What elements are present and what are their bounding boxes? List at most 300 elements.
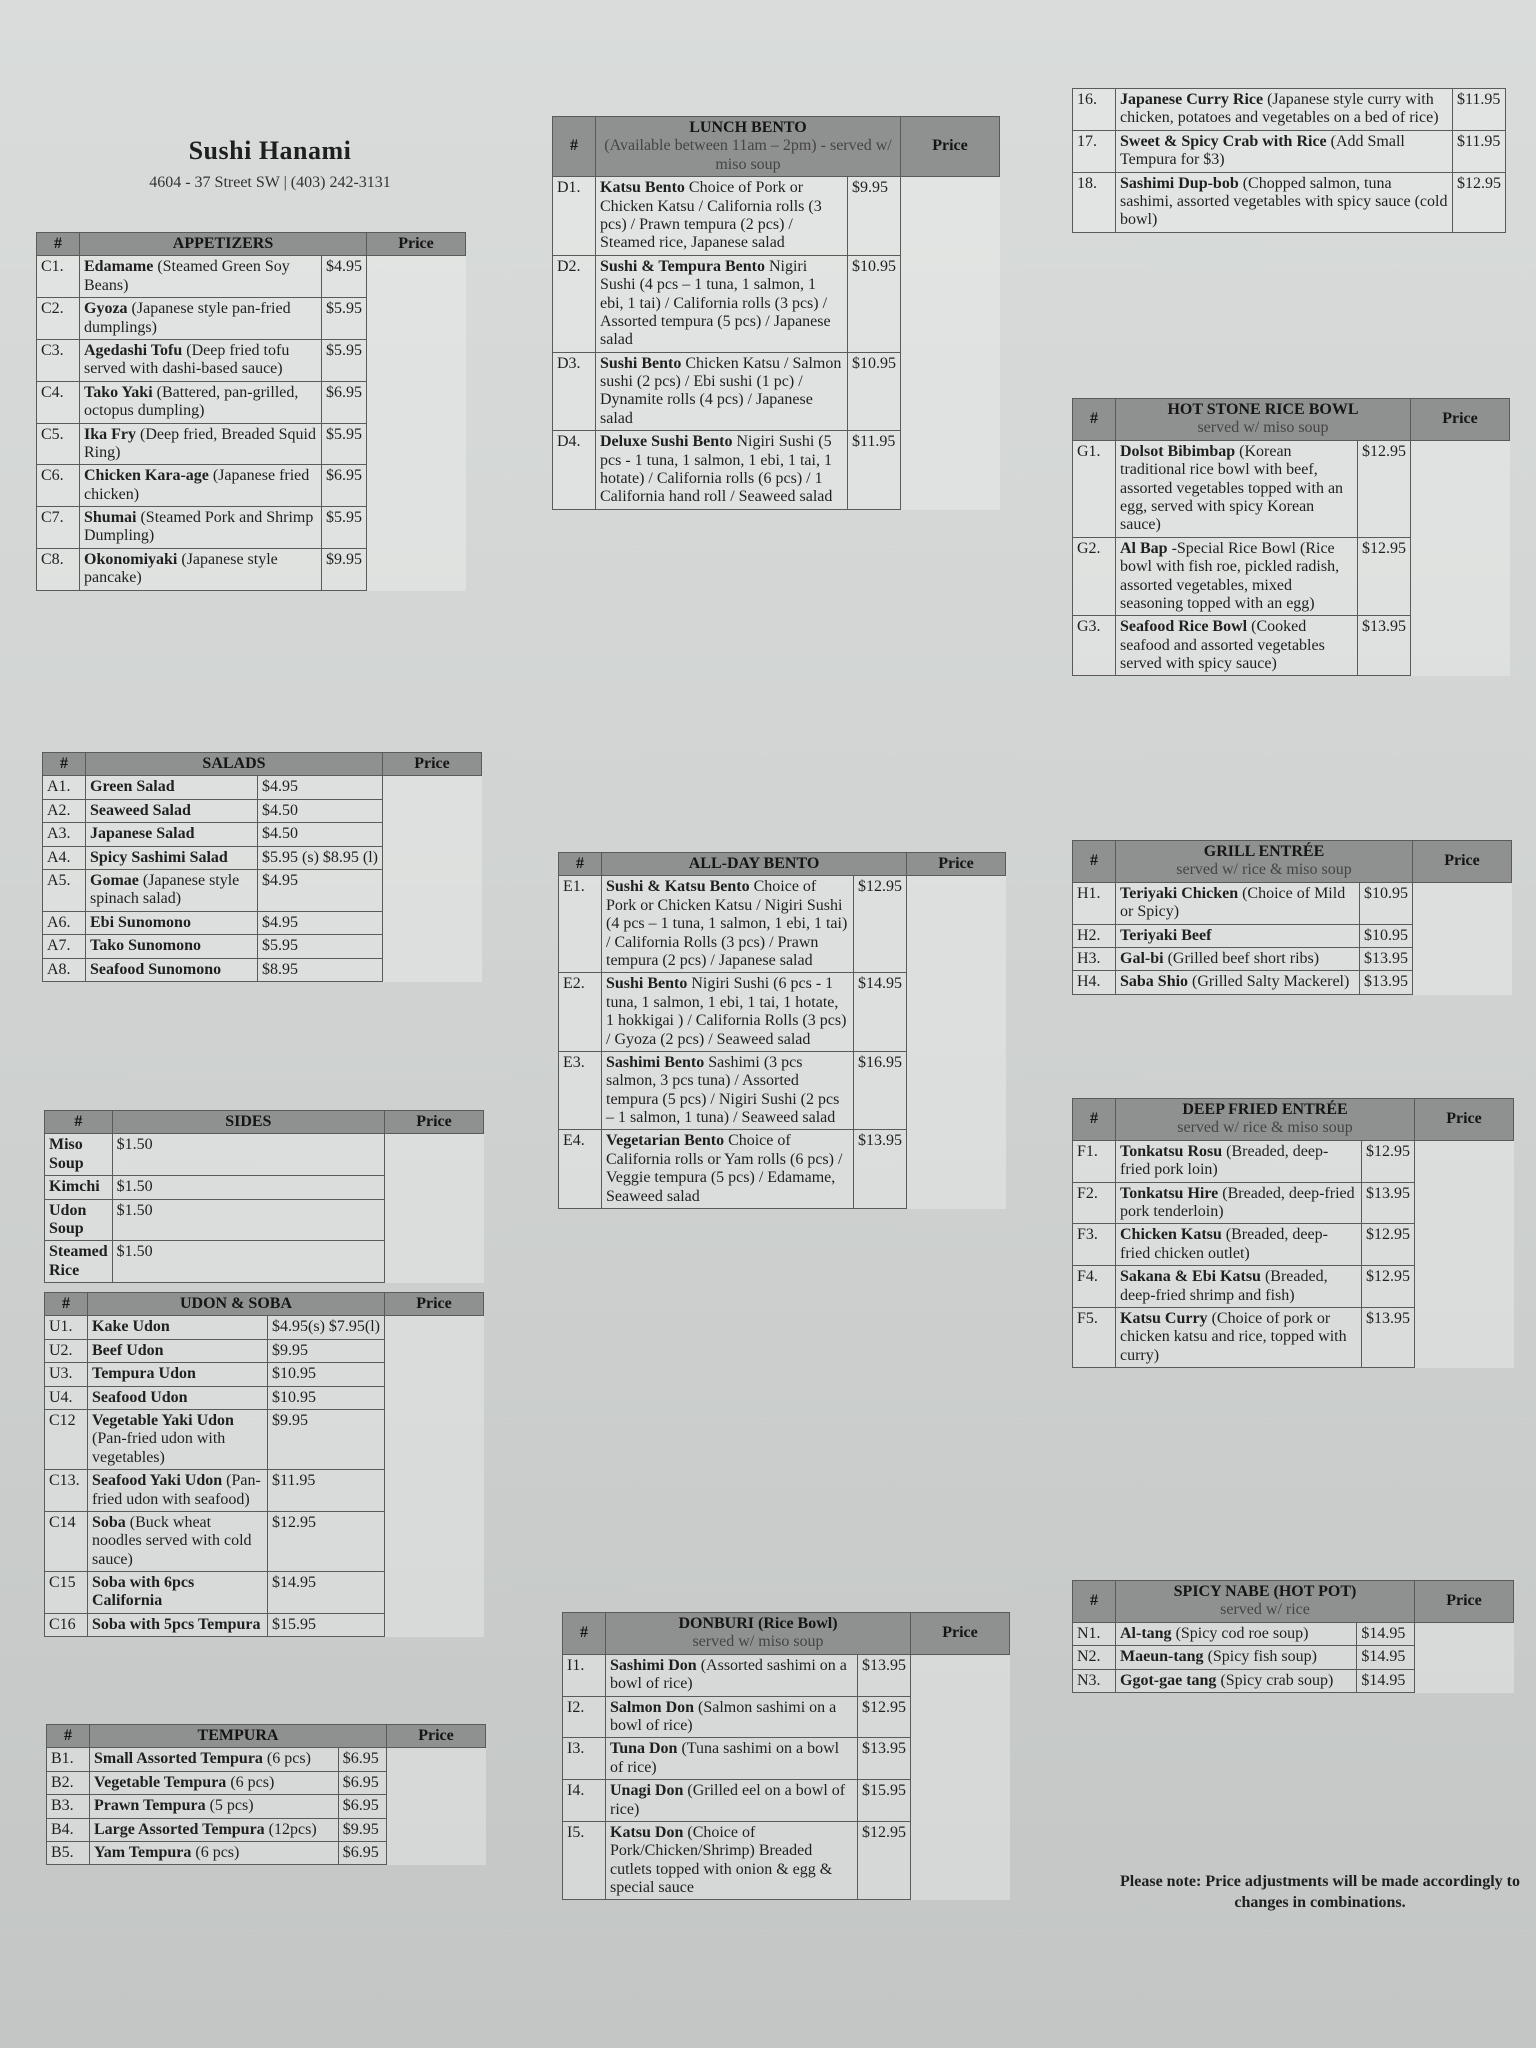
item-code: B1. <box>47 1748 90 1771</box>
item-name: Salmon Don <box>610 1698 695 1716</box>
item-detail: (Japanese style spinach salad) <box>90 871 240 908</box>
item-description-cell <box>80 465 322 507</box>
item-price: $9.95 <box>268 1409 385 1469</box>
item-name: Teriyaki Chicken <box>1120 884 1239 902</box>
menu-item-row <box>1073 1622 1514 1645</box>
item-detail: (Cooked seafood and assorted vegetables served with spicy sauce) <box>1120 618 1325 673</box>
item-price: $5.95 <box>322 298 367 340</box>
section-title <box>88 1293 385 1316</box>
item-description-cell <box>86 935 258 958</box>
item-name: Small Assorted Tempura <box>94 1750 263 1768</box>
section-title <box>1116 841 1413 883</box>
section-title-text: APPETIZERS <box>172 235 274 252</box>
section-header <box>553 117 1000 177</box>
item-detail: (Japanese style pancake) <box>84 550 278 587</box>
item-detail: (Choice of Pork/Chicken/Shrimp) Breaded cutlets topped with onion & egg & special sauce <box>610 1823 833 1897</box>
menu-item-row <box>45 1386 484 1409</box>
item-code: I2. <box>563 1696 606 1738</box>
section-title <box>86 753 383 776</box>
item-description-cell <box>45 1199 113 1241</box>
item-name: Seafood Sunomono <box>90 960 222 978</box>
item-price: $15.95 <box>268 1613 385 1636</box>
item-price: $6.95 <box>338 1748 386 1771</box>
item-name: Steamed Rice <box>49 1243 108 1279</box>
item-price: $14.95 <box>268 1572 385 1614</box>
section-header <box>37 233 466 256</box>
item-code: A6. <box>43 911 86 934</box>
item-description-cell <box>86 869 258 911</box>
section-header <box>1073 1581 1514 1623</box>
menu-item-row <box>559 1130 1006 1209</box>
section-title-text: SALADS <box>202 755 266 772</box>
item-name: Japanese Salad <box>90 825 195 843</box>
item-name: Green Salad <box>90 778 175 796</box>
section-title-text: GRILL ENTRÉE <box>1203 843 1325 860</box>
item-price: $12.95 <box>1453 172 1506 232</box>
item-name: Edamame <box>84 258 154 276</box>
item-detail: Chicken Katsu / Salmon sushi (2 pcs) / Ebi sushi (1 pc) / Dynamite rolls (4 pcs) / Japanese salad <box>600 354 842 427</box>
item-name: Sashimi Dup-bob <box>1120 174 1239 192</box>
item-name: Tonkatsu Rosu <box>1120 1142 1223 1160</box>
price-header: Price <box>1415 1099 1514 1141</box>
menu-item-row <box>43 823 482 846</box>
item-description-cell <box>1116 1307 1362 1367</box>
item-code: I4. <box>563 1780 606 1822</box>
item-name: Okonomiyaki <box>84 550 178 568</box>
item-code: 18. <box>1073 172 1116 232</box>
item-detail: (Spicy cod roe soup) <box>1175 1624 1309 1642</box>
item-description-cell <box>1116 947 1360 970</box>
item-code: C16 <box>45 1613 88 1636</box>
item-detail: (Buck wheat noodles served with cold sauce) <box>92 1513 252 1568</box>
item-name: Prawn Tempura <box>94 1797 206 1815</box>
menu-item-row <box>43 776 482 799</box>
item-description-cell <box>86 958 258 981</box>
price-header: Price <box>1411 399 1510 441</box>
item-detail: Nigiri Sushi (6 pcs - 1 tuna, 1 salmon, 1 ebi, 1 tai, 1 hotate, 1 hokkigai ) / California Rolls (3 pcs) / Gyoza (2 pcs) / Seaweed salad <box>606 975 847 1048</box>
tempura-table <box>46 1724 486 1865</box>
item-price: $10.95 <box>1360 924 1413 947</box>
item-detail: (Deep fried tofu served with dashi-based sauce) <box>84 341 290 378</box>
section-title <box>602 853 907 876</box>
menu-item-row <box>1073 1646 1514 1669</box>
item-name: Ggot-gae tang <box>1120 1671 1217 1689</box>
item-name: Sweet & Spicy Crab with Rice <box>1120 132 1327 150</box>
menu-item-row <box>45 1511 484 1571</box>
item-name: Tako Sunomono <box>90 937 202 955</box>
menu-item-row <box>47 1795 486 1818</box>
restaurant-name: Sushi Hanami <box>188 136 352 165</box>
item-code: H3. <box>1073 947 1116 970</box>
item-detail: (Salmon sashimi on a bowl of rice) <box>610 1698 837 1734</box>
item-price: $11.95 <box>848 431 901 510</box>
item-description-cell <box>90 1748 339 1771</box>
item-name: Seaweed Salad <box>90 801 191 819</box>
item-name: Saba Shio <box>1120 973 1189 991</box>
salads-table <box>42 752 482 982</box>
item-price: $14.95 <box>1357 1669 1415 1692</box>
item-price: $10.95 <box>1360 882 1413 924</box>
hash-cell: # <box>43 753 86 776</box>
item-price: $9.95 <box>322 548 367 590</box>
menu-item-row <box>43 799 482 822</box>
menu-item-row <box>43 958 482 981</box>
sides-table <box>44 1110 484 1283</box>
item-price: $5.95 (s) $8.95 (l) <box>258 846 383 869</box>
item-description-cell <box>90 1818 339 1841</box>
item-code: C14 <box>45 1511 88 1571</box>
menu-item-row <box>45 1572 484 1614</box>
item-code: C4. <box>37 381 80 423</box>
item-code: I3. <box>563 1738 606 1780</box>
menu-item-row <box>43 911 482 934</box>
item-code: D2. <box>553 255 596 352</box>
item-price: $13.95 <box>854 1130 907 1209</box>
item-price: $1.50 <box>112 1176 384 1199</box>
item-name: Teriyaki Beef <box>1120 926 1212 944</box>
hash-cell: # <box>553 117 596 177</box>
item-price: $10.95 <box>268 1363 385 1386</box>
item-detail: (6 pcs) <box>266 1750 311 1768</box>
item-description-cell <box>606 1821 858 1900</box>
item-description-cell <box>596 352 848 431</box>
item-code: G2. <box>1073 537 1116 616</box>
item-code: N2. <box>1073 1646 1116 1669</box>
item-price: $6.95 <box>322 381 367 423</box>
item-detail: -Special Rice Bowl (Rice bowl with fish roe, pickled radish, assorted vegetables, mixed seasoning topped with an egg) <box>1120 539 1340 612</box>
menu-item-row <box>47 1841 486 1864</box>
section-title <box>80 233 367 256</box>
item-name: Japanese Curry Rice <box>1120 91 1264 108</box>
hash-cell: # <box>559 853 602 876</box>
item-price: $1.50 <box>112 1241 384 1283</box>
item-description-cell <box>606 1780 858 1822</box>
menu-item-row <box>559 1051 1006 1130</box>
menu-item-row <box>45 1176 484 1199</box>
item-detail: (Battered, pan-grilled, octopus dumpling) <box>84 383 299 420</box>
item-code: A4. <box>43 846 86 869</box>
item-detail: (Choice of Mild or Spicy) <box>1120 884 1346 921</box>
item-detail: (Breaded, deep-fried chicken outlet) <box>1120 1226 1328 1262</box>
item-code: F2. <box>1073 1182 1116 1224</box>
item-detail: Sashimi (3 pcs salmon, 3 pcs tuna) / Assorted tempura (5 pcs) / Nigiri Sushi (2 pcs – 1 salmon, 1 tuna) / Seaweed salad <box>606 1053 840 1127</box>
menu-item-row <box>1073 1224 1514 1266</box>
item-description-cell <box>80 339 322 381</box>
menu-item-row <box>37 548 466 590</box>
price-header: Price <box>367 233 466 256</box>
menu-item-row <box>1073 1307 1514 1367</box>
item-description-cell <box>80 507 322 549</box>
menu-item-row <box>37 298 466 340</box>
item-price: $12.95 <box>858 1821 911 1900</box>
item-name: Sushi & Katsu Bento <box>606 878 750 896</box>
item-code: B3. <box>47 1795 90 1818</box>
item-name: Large Assorted Tempura <box>94 1820 265 1838</box>
section-subtitle: served w/ rice & miso soup <box>1176 861 1352 879</box>
section-subtitle: served w/ miso soup <box>1197 419 1329 437</box>
item-description-cell <box>86 776 258 799</box>
hash-cell: # <box>1073 1581 1116 1623</box>
item-code: C6. <box>37 465 80 507</box>
item-name: Chicken Kara-age <box>84 467 209 485</box>
item-name: Gal-bi <box>1120 949 1164 967</box>
item-price: $11.95 <box>1453 89 1506 131</box>
item-price: $5.95 <box>322 423 367 465</box>
item-price: $16.95 <box>854 1051 907 1130</box>
item-detail: (Japanese fried chicken) <box>84 467 310 503</box>
item-description-cell <box>602 1130 854 1209</box>
item-name: Seafood Yaki Udon <box>92 1472 223 1490</box>
item-detail: (Steamed Green Soy Beans) <box>84 258 290 294</box>
item-price: $5.95 <box>322 507 367 549</box>
item-price: $13.95 <box>858 1738 911 1780</box>
menu-item-row <box>1073 971 1512 994</box>
menu-item-row <box>1073 172 1506 232</box>
item-code: N1. <box>1073 1622 1116 1645</box>
menu-item-row <box>563 1738 1010 1780</box>
item-code: U3. <box>45 1363 88 1386</box>
item-price: $12.95 <box>858 1696 911 1738</box>
item-name: Katsu Don <box>610 1823 684 1841</box>
price-header: Price <box>911 1613 1010 1655</box>
item-name: Seafood Udon <box>92 1388 188 1406</box>
item-code: 17. <box>1073 130 1116 172</box>
item-price: $14.95 <box>854 973 907 1052</box>
item-code: A2. <box>43 799 86 822</box>
item-description-cell <box>1116 440 1358 537</box>
item-detail: (Grilled Salty Mackerel) <box>1192 973 1350 991</box>
menu-item-row <box>1073 1182 1514 1224</box>
item-code: F4. <box>1073 1266 1116 1308</box>
item-price: $4.95 <box>258 776 383 799</box>
price-header: Price <box>385 1293 484 1316</box>
item-code: D3. <box>553 352 596 431</box>
price-header: Price <box>387 1725 486 1748</box>
item-description-cell <box>1116 130 1453 172</box>
item-name: Dolsot Bibimbap <box>1120 442 1236 460</box>
menu-item-row <box>563 1780 1010 1822</box>
menu-item-row <box>37 339 466 381</box>
item-price: $13.95 <box>1360 947 1413 970</box>
item-description-cell <box>1116 1224 1362 1266</box>
item-detail: (Japanese style curry with chicken, potatoes and vegetables on a bed of rice) <box>1120 91 1439 127</box>
section-title-text: DEEP FRIED ENTRÉE <box>1182 1101 1348 1118</box>
item-description-cell <box>1116 971 1360 994</box>
section-title <box>90 1725 387 1748</box>
menu-item-row <box>1073 924 1512 947</box>
item-description-cell <box>1116 1266 1362 1308</box>
section-subtitle: served w/ rice & miso soup <box>1177 1119 1353 1137</box>
grill-entree-table <box>1072 840 1512 995</box>
item-price: $10.95 <box>848 255 901 352</box>
menu-item-row <box>37 423 466 465</box>
menu-item-row <box>37 381 466 423</box>
hash-cell: # <box>37 233 80 256</box>
item-name: Beef Udon <box>92 1341 164 1359</box>
item-description-cell <box>1116 172 1453 232</box>
item-name: Al-tang <box>1120 1624 1172 1642</box>
menu-item-row <box>553 255 1000 352</box>
menu-item-row <box>45 1613 484 1636</box>
item-name: Sakana & Ebi Katsu <box>1120 1268 1261 1286</box>
section-title <box>596 117 901 177</box>
item-description-cell <box>1116 537 1358 616</box>
item-description-cell <box>86 823 258 846</box>
item-detail: (Pan-fried udon with vegetables) <box>92 1430 226 1466</box>
item-name: Al Bap <box>1120 539 1168 557</box>
menu-item-row <box>1073 1266 1514 1308</box>
item-name: Yam Tempura <box>94 1843 192 1861</box>
item-price: $6.95 <box>322 465 367 507</box>
item-code: C3. <box>37 339 80 381</box>
menu-item-row <box>43 846 482 869</box>
section-title-text: HOT STONE RICE BOWL <box>1167 401 1359 418</box>
item-description-cell <box>88 1511 268 1571</box>
item-description-cell <box>90 1771 339 1794</box>
menu-item-row <box>559 973 1006 1052</box>
item-description-cell <box>1116 1140 1362 1182</box>
item-price: $9.95 <box>268 1339 385 1362</box>
item-detail: (Assorted sashimi on a bowl of rice) <box>610 1656 847 1693</box>
item-description-cell <box>1116 616 1358 676</box>
item-detail: (6 pcs) <box>195 1843 240 1861</box>
section-header <box>1073 399 1510 441</box>
item-code: A1. <box>43 776 86 799</box>
item-detail: (Grilled eel on a bowl of rice) <box>610 1782 846 1818</box>
menu-item-row <box>1073 440 1510 537</box>
item-code: H2. <box>1073 924 1116 947</box>
item-name: Vegetarian Bento <box>606 1132 725 1150</box>
hash-cell: # <box>563 1613 606 1655</box>
item-price: $4.95 <box>258 911 383 934</box>
price-note: Please note: Price adjustments will be made accordingly to changes in combinations. <box>1120 1873 1520 1911</box>
deep-fried-table <box>1072 1098 1514 1368</box>
item-description-cell <box>1116 1646 1357 1669</box>
item-code: C2. <box>37 298 80 340</box>
menu-item-row <box>47 1771 486 1794</box>
section-header <box>563 1613 1010 1655</box>
item-description-cell <box>45 1176 113 1199</box>
item-description-cell <box>596 177 848 256</box>
item-price: $6.95 <box>338 1795 386 1818</box>
menu-item-row <box>563 1654 1010 1696</box>
menu-item-row <box>553 177 1000 256</box>
hash-cell: # <box>1073 841 1116 883</box>
item-code: F1. <box>1073 1140 1116 1182</box>
item-code: E2. <box>559 973 602 1052</box>
item-name: Sushi Bento <box>606 975 688 993</box>
menu-item-row <box>43 869 482 911</box>
item-code: D4. <box>553 431 596 510</box>
item-name: Deluxe Sushi Bento <box>600 433 733 451</box>
item-detail: (Japanese style pan-fried dumplings) <box>84 300 291 336</box>
restaurant-header <box>60 136 480 192</box>
price-header: Price <box>385 1111 484 1134</box>
menu-item-row <box>1073 1669 1514 1692</box>
item-name: Udon Soup <box>49 1201 87 1237</box>
section-header <box>45 1111 484 1134</box>
item-description-cell <box>602 973 854 1052</box>
menu-item-row <box>45 1316 484 1339</box>
donburi-table <box>562 1612 1010 1900</box>
item-description-cell <box>86 799 258 822</box>
item-name: Chicken Katsu <box>1120 1226 1222 1244</box>
section-header <box>1073 1099 1514 1141</box>
menu-item-row <box>563 1821 1010 1900</box>
price-header: Price <box>901 117 1000 177</box>
menu-item-row <box>559 876 1006 973</box>
item-price: $14.95 <box>1357 1646 1415 1669</box>
hot-pot-table <box>1072 1580 1514 1693</box>
item-detail: (6 pcs) <box>230 1773 275 1791</box>
item-code: E4. <box>559 1130 602 1209</box>
allday-bento-table <box>558 852 1006 1209</box>
section-title <box>112 1111 384 1134</box>
section-title-text: ALL-DAY BENTO <box>688 855 820 872</box>
item-code: N3. <box>1073 1669 1116 1692</box>
item-price: $12.95 <box>1358 440 1411 537</box>
item-name: Spicy Sashimi Salad <box>90 848 228 866</box>
section-title-text: DONBURI (Rice Bowl) <box>678 1615 838 1632</box>
item-code: F3. <box>1073 1224 1116 1266</box>
item-description-cell <box>606 1696 858 1738</box>
item-price: $12.95 <box>1362 1266 1415 1308</box>
item-description-cell <box>1116 1622 1357 1645</box>
item-name: Sushi Bento <box>600 354 682 372</box>
item-price: $13.95 <box>1360 971 1413 994</box>
hash-cell: # <box>1073 1099 1116 1141</box>
section-title-text: SPICY NABE (HOT POT) <box>1173 1583 1357 1600</box>
menu-item-row <box>1073 1140 1514 1182</box>
section-title <box>1116 1581 1415 1623</box>
menu-item-row <box>45 1363 484 1386</box>
item-price: $4.95 <box>322 256 367 298</box>
item-price: $12.95 <box>1362 1224 1415 1266</box>
item-code: U4. <box>45 1386 88 1409</box>
item-price: $5.95 <box>322 339 367 381</box>
item-description-cell <box>88 1339 268 1362</box>
item-detail: Nigiri Sushi (5 pcs - 1 tuna, 1 salmon, 1 ebi, 1 tai, 1 hotate) / California rolls (6 pcs) / 1 California hand roll / Seaweed salad <box>600 433 833 506</box>
item-price: $12.95 <box>1362 1140 1415 1182</box>
item-name: Gyoza <box>84 300 128 318</box>
item-detail: Choice of Pork or Chicken Katsu / California rolls (3 pcs) / Prawn tempura (2 pcs) / Steamed rice, Japanese salad <box>600 179 822 252</box>
menu-item-row <box>45 1241 484 1283</box>
section-header <box>45 1293 484 1316</box>
item-detail: (Grilled beef short ribs) <box>1167 949 1320 967</box>
item-description-cell <box>45 1134 113 1176</box>
item-description-cell <box>86 846 258 869</box>
menu-item-row <box>45 1199 484 1241</box>
section-header <box>1073 841 1512 883</box>
item-code: B2. <box>47 1771 90 1794</box>
item-name: Miso Soup <box>49 1136 84 1172</box>
item-name: Sashimi Don <box>610 1656 697 1674</box>
item-code: A5. <box>43 869 86 911</box>
item-price: $1.50 <box>112 1134 384 1176</box>
menu-item-row <box>553 431 1000 510</box>
item-name: Soba <box>92 1513 126 1531</box>
menu-item-row <box>37 256 466 298</box>
item-code: U1. <box>45 1316 88 1339</box>
item-price: $14.95 <box>1357 1622 1415 1645</box>
menu-item-row <box>1073 947 1512 970</box>
item-code: C7. <box>37 507 80 549</box>
item-price: $4.95 <box>258 869 383 911</box>
item-code: A8. <box>43 958 86 981</box>
item-name: Gomae <box>90 871 139 889</box>
item-code: E3. <box>559 1051 602 1130</box>
item-name: Tempura Udon <box>92 1365 196 1383</box>
